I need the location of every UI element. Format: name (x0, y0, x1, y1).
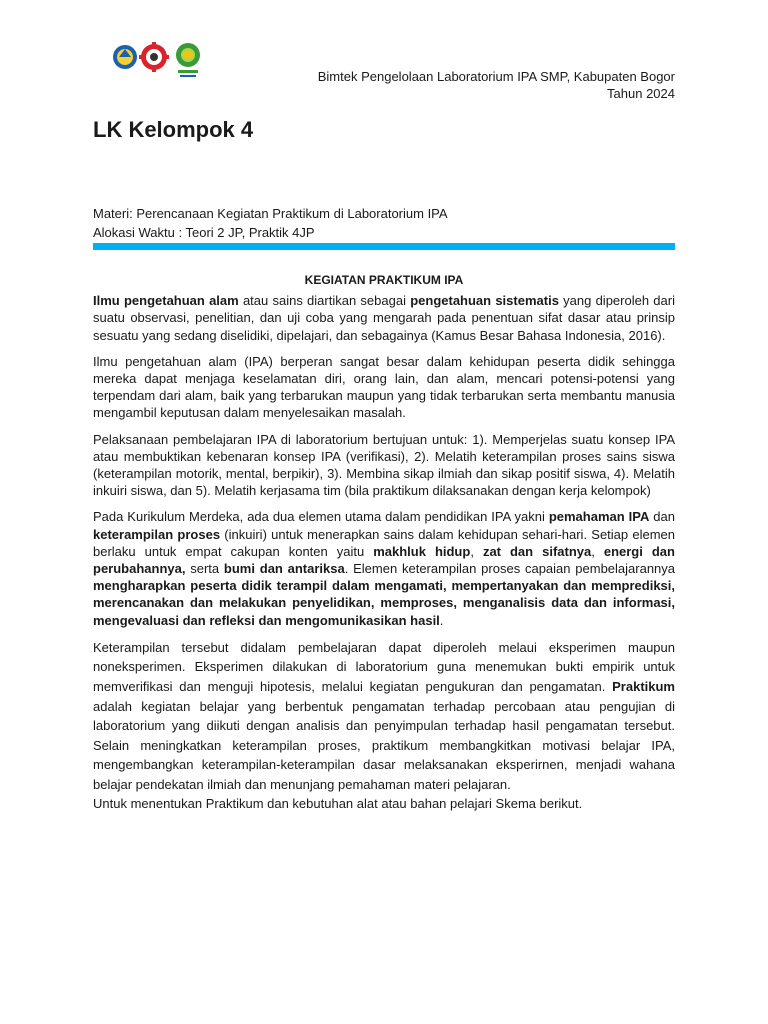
bold-term: keterampilan proses (93, 526, 221, 542)
bold-term: zat dan sifatnya (482, 543, 592, 559)
paragraph-4 (93, 508, 675, 628)
gear-emblem-logo (139, 42, 169, 72)
text-span: . Elemen keterampilan proses capaian pembelajarannya (344, 561, 676, 577)
smp-green-logo (176, 43, 200, 77)
text-span: dan (649, 509, 675, 525)
accent-divider (93, 243, 675, 250)
section-title: KEGIATAN PRAKTIKUM IPA (304, 273, 464, 287)
paragraph-2: Ilmu pengetahuan alam (IPA) berperan sangat besar dalam kehidupan peserta didik sehingga mereka dapat menjaga keselamatan diri, orang lain, dan alam, mencari potensi-potensi yang terpendam dari alam, baik yang terbarukan maupun yang tidak terbarukan serta membantu manusia mengambil keputusan dalam menyelesaikan masalah. (93, 353, 675, 421)
header-line-1: Bimtek Pengelolaan Laboratorium IPA SMP, Kabupaten Bogor (317, 69, 675, 84)
text-span: Keterampilan tersebut didalam pembelajaran dapat diperoleh melaui eksperimen maupun noneksperimen. Eksperimen dilakukan di laboratorium guna menemukan bukti empirik untuk memverifikasi dan menguji hipotesis, melalui kegiatan pengukuran dan pengamatan. (93, 639, 675, 695)
paragraph-6: Untuk menentukan Praktikum dan kebutuhan alat atau bahan pelajari Skema berikut. (93, 795, 583, 811)
bold-term: energi dan perubahannya, (93, 543, 675, 577)
text-span: Pada Kurikulum Merdeka, ada dua elemen utama dalam pendidikan IPA yakni (93, 509, 549, 525)
text-span: adalah kegiatan belajar yang berbentuk pengamatan terhadap percobaan atau pengujian di laboratorium yang diikuti dengan analisis dan penyimpulan terhadap hasil pengamatan tersebut. Selain meningkatkan keterampilan proses, praktikum membangkitkan motivasi belajar IPA, mengembangkan keterampilan-keterampilan dasar melaksanakan eksperirnen, menjadi wahana belajar pendekatan ilmiah dan menunjang pemahaman materi pelajaran. (93, 698, 675, 793)
bold-term: Praktikum (612, 679, 675, 695)
bold-term: pengetahuan sistematis (410, 293, 559, 309)
materi-line: Materi: Perencanaan Kegiatan Praktikum di Laboratorium IPA (93, 206, 448, 221)
text-span: , (591, 543, 604, 559)
paragraph-1 (93, 292, 675, 344)
document-body (93, 272, 675, 812)
bold-term: makhluk hidup (373, 543, 471, 559)
page-title: LK Kelompok 4 (93, 117, 254, 142)
text-span: (inkuiri) untuk menerapkan sains dalam kehidupan sehari-hari. Setiap elemen berlaku untuk empat cakupan konten yaitu (93, 526, 675, 559)
bold-term: bumi dan antariksa (223, 561, 345, 577)
paragraph-3: Pelaksanaan pembelajaran IPA di laboratorium bertujuan untuk: 1). Memperjelas suatu konsep IPA atau membuktikan kebenaran konsep IPA (verifikasi), 2). Melatih keterampilan proses sains siswa (keterampilan motorik, mental, berpikir), 3). Membina sikap ilmiah dan sikap positif siswa, 4). Melatih inkuiri siswa, dan 5). Melatih kerjasama tim (bila praktikum dilaksanakan dengan kerja kelompok) (93, 431, 675, 499)
alokasi-line: Alokasi Waktu : Teori 2 JP, Praktik 4JP (93, 225, 315, 240)
meta-block (93, 204, 448, 242)
header-line-2: Tahun 2024 (607, 86, 675, 101)
text-span: . (439, 612, 444, 628)
text-span: , (470, 543, 483, 559)
bold-term: pemahaman IPA (548, 509, 650, 525)
paragraph-5 (93, 638, 675, 795)
logo-group (112, 40, 208, 82)
text-span: yang diperoleh dari suatu observasi, penelitian, dan uji coba yang mengarah pada penentuan sifat dasar atau prinsip sesuatu yang sedang diselidiki, dipelajari, dan sebagainya (Kamus Besar Bahasa Indonesia, 2016). (93, 293, 675, 343)
tut-wuri-handayani-logo (113, 45, 137, 69)
logo-group-icon (112, 40, 208, 82)
bold-term: Ilmu pengetahuan alam (93, 293, 239, 309)
document-header (318, 68, 675, 102)
text-span: serta (185, 561, 224, 577)
bold-term: mengharapkan peserta didik terampil dalam mengamati, mempertanyakan dan memprediksi, merencanakan dan melakukan penyelidikan, memproses, menganalisis data dan informasi, mengevaluasi dan refleksi dan mengomunikasikan hasil (93, 578, 675, 628)
text-span: atau sains diartikan sebagai (238, 293, 411, 309)
